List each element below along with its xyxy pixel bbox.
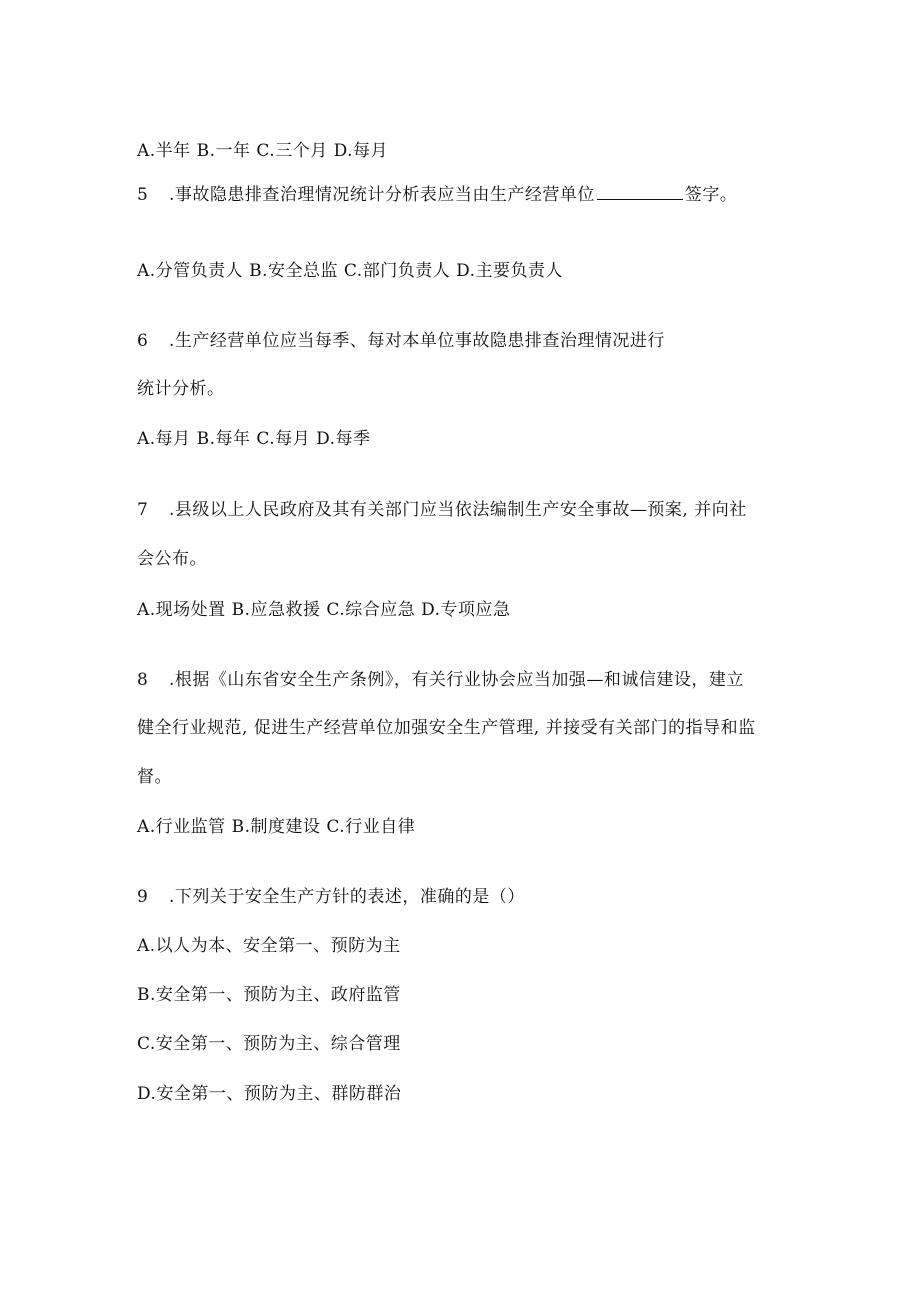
q8-question-line-1 bbox=[137, 669, 744, 691]
q6-question-line-2: 统计分析。 bbox=[137, 379, 225, 399]
q6-question-line-1 bbox=[137, 330, 665, 352]
q8-number: 8 bbox=[137, 670, 149, 690]
q7-question-line-2: 会公布。 bbox=[137, 549, 207, 569]
q4-options: A.半年 B.一年 C.三个月 D.每月 bbox=[137, 141, 389, 161]
q7-text-1: .县级以上人民政府及其有关部门应当依法编制生产安全事故—预案, 并向社 bbox=[169, 500, 747, 520]
q5-blank bbox=[597, 184, 683, 200]
q9-option-c: C.安全第一、预防为主、综合管理 bbox=[137, 1034, 401, 1054]
q5-number: 5 bbox=[137, 185, 149, 205]
q7-question-line-1 bbox=[137, 499, 747, 521]
q7-number: 7 bbox=[137, 500, 149, 520]
q9-text: .下列关于安全生产方针的表述，准确的是（） bbox=[169, 887, 525, 907]
q8-question-line-3: 督。 bbox=[137, 767, 172, 787]
q5-text-a: .事故隐患排查治理情况统计分析表应当由生产经营单位 bbox=[169, 185, 595, 205]
q8-text-1: .根据《山东省安全生产条例》，有关行业协会应当加强—和诚信建设，建立 bbox=[169, 670, 744, 690]
q5-question bbox=[137, 184, 737, 206]
q6-options: A.每月 B.每年 C.每月 D.每季 bbox=[137, 429, 371, 449]
q9-option-b: B.安全第一、预防为主、政府监管 bbox=[137, 985, 401, 1005]
q6-number: 6 bbox=[137, 331, 149, 351]
q6-text-1: .生产经营单位应当每季、每对本单位事故隐患排查治理情况进行 bbox=[169, 331, 665, 351]
q8-options: A.行业监管 B.制度建设 C.行业自律 bbox=[137, 817, 416, 837]
q9-question bbox=[137, 886, 525, 908]
q9-number: 9 bbox=[137, 887, 149, 907]
q5-options: A.分管负责人 B.安全总监 C.部门负责人 D.主要负责人 bbox=[137, 261, 564, 281]
q5-text-b: 签字。 bbox=[684, 185, 738, 205]
q8-question-line-2: 健全行业规范, 促进生产经营单位加强安全生产管理, 并接受有关部门的指导和监 bbox=[137, 718, 756, 738]
q9-option-d: D.安全第一、预防为主、群防群治 bbox=[137, 1084, 402, 1104]
q7-options: A.现场处置 B.应急救援 C.综合应急 D.专项应急 bbox=[137, 600, 511, 620]
q9-option-a: A.以人为本、安全第一、预防为主 bbox=[137, 936, 401, 956]
